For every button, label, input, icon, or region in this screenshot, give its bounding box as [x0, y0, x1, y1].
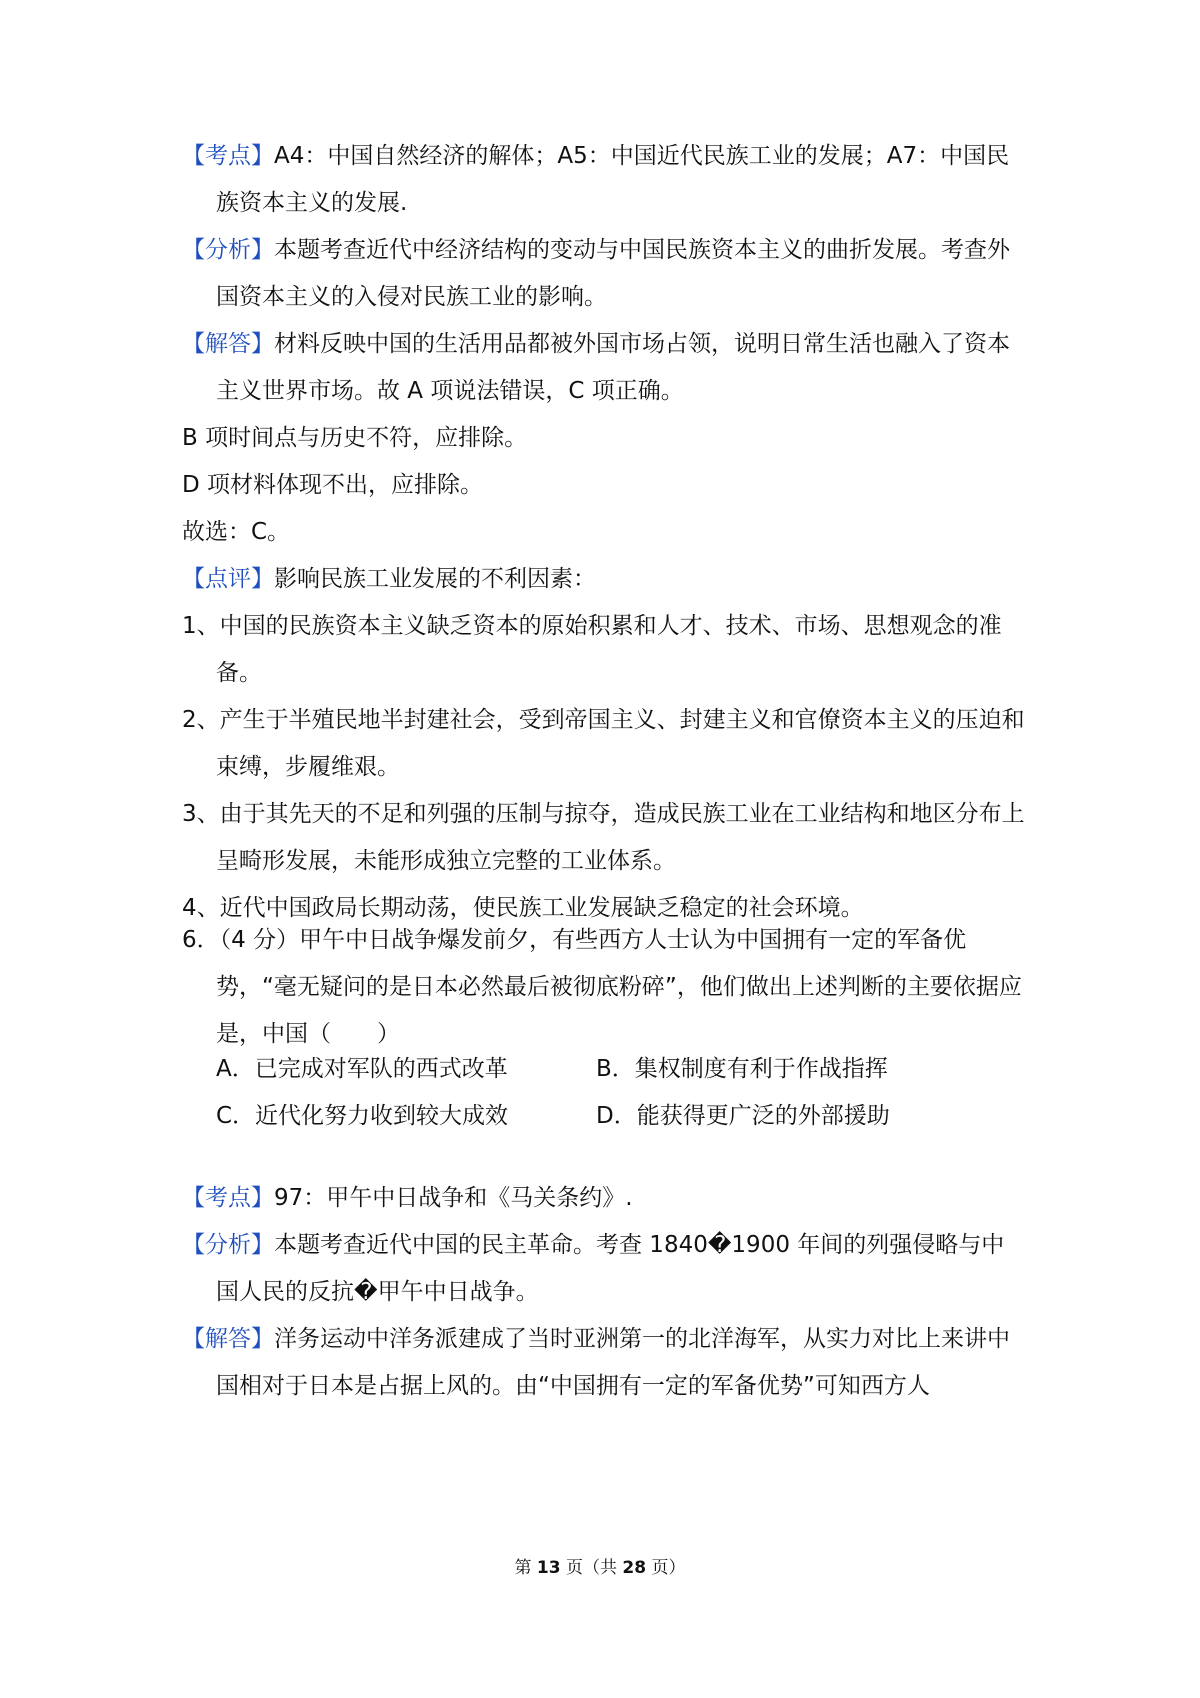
dianping-paragraph: [182, 556, 1027, 603]
kaodian-text: A4：中国自然经济的解体；A5：中国近代民族工业的发展；A7：中国民族资本主义的发展.: [216, 143, 1010, 216]
question-6: [182, 917, 1027, 1058]
kaodian-tag: 【考点】: [182, 143, 274, 169]
dianping-text: 影响民族工业发展的不利因素：: [274, 566, 596, 592]
jieda-paragraph: [182, 1316, 1027, 1410]
option-b: B．集权制度有利于作战指挥: [596, 1056, 888, 1082]
fenxi-paragraph: [182, 1222, 1027, 1316]
dianping-tag: 【点评】: [182, 566, 274, 592]
option-c: C．近代化努力收到较大成效: [216, 1103, 509, 1129]
footer-prefix: 第: [514, 1558, 532, 1578]
point-item: 1、中国的民族资本主义缺乏资本的原始积累和人才、技术、市场、思想观念的准备。: [182, 613, 1002, 686]
option-row: [216, 1093, 976, 1140]
section1-explanation: [182, 133, 1027, 932]
option-row: [216, 1046, 976, 1093]
footer-middle: 页（共: [566, 1558, 617, 1578]
point-item: 3、由于其先天的不足和列强的压制与掠夺，造成民族工业在工业结构和地区分布上呈畸形发展，未能形成独立完整的工业体系。: [182, 801, 1025, 874]
kaodian-paragraph: [182, 1175, 1027, 1222]
fenxi-tag: 【分析】: [182, 237, 274, 263]
fenxi-paragraph: [182, 227, 1027, 321]
option-d-note: D 项材料体现不出，应排除。: [182, 472, 484, 498]
fenxi-text: 本题考查近代中国的民主革命。考查 1840�1900 年间的列强侵略与中国人民的反抗�甲午中日战争。: [216, 1232, 1005, 1305]
question-stem: 6．（4 分）甲午中日战争爆发前夕，有些西方人士认为中国拥有一定的军备优势，“毫无疑问的是日本必然最后被彻底粉碎”，他们做出上述判断的主要依据应是，中国（ ）: [182, 927, 1022, 1047]
option-d: D．能获得更广泛的外部援助: [596, 1103, 890, 1129]
jieda-text: 洋务运动中洋务派建成了当时亚洲第一的北洋海军，从实力对比上来讲中国相对于日本是占据上风的。由“中国拥有一定的军备优势”可知西方人: [216, 1326, 1010, 1399]
option-b-note: B 项时间点与历史不符，应排除。: [182, 425, 528, 451]
question-options: [216, 1046, 976, 1140]
page-footer: [0, 1555, 1200, 1581]
footer-suffix: 页）: [651, 1558, 686, 1578]
jieda-tag: 【解答】: [182, 1326, 274, 1352]
option-a: A．已完成对军队的西式改革: [216, 1056, 508, 1082]
point-item: 4、近代中国政局长期动荡，使民族工业发展缺乏稳定的社会环境。: [182, 895, 864, 921]
jieda-text: 材料反映中国的生活用品都被外国市场占领，说明日常生活也融入了资本主义世界市场。故 A 项说法错误，C 项正确。: [216, 331, 1010, 404]
kaodian-tag: 【考点】: [182, 1185, 274, 1211]
point-item: 2、产生于半殖民地半封建社会，受到帝国主义、封建主义和官僚资本主义的压迫和束缚，步履维艰。: [182, 707, 1025, 780]
fenxi-text: 本题考查近代中经济结构的变动与中国民族资本主义的曲折发展。考查外国资本主义的入侵对民族工业的影响。: [216, 237, 1010, 310]
fenxi-tag: 【分析】: [182, 1232, 274, 1258]
jieda-tag: 【解答】: [182, 331, 274, 357]
kaodian-paragraph: [182, 133, 1027, 227]
total-page-number: 28: [622, 1558, 647, 1578]
jieda-paragraph: [182, 321, 1027, 415]
answer-line: 故选：C。: [182, 519, 291, 545]
kaodian-text: 97：甲午中日战争和《马关条约》.: [274, 1185, 633, 1211]
section2-explanation: [182, 1175, 1027, 1410]
current-page-number: 13: [536, 1558, 561, 1578]
